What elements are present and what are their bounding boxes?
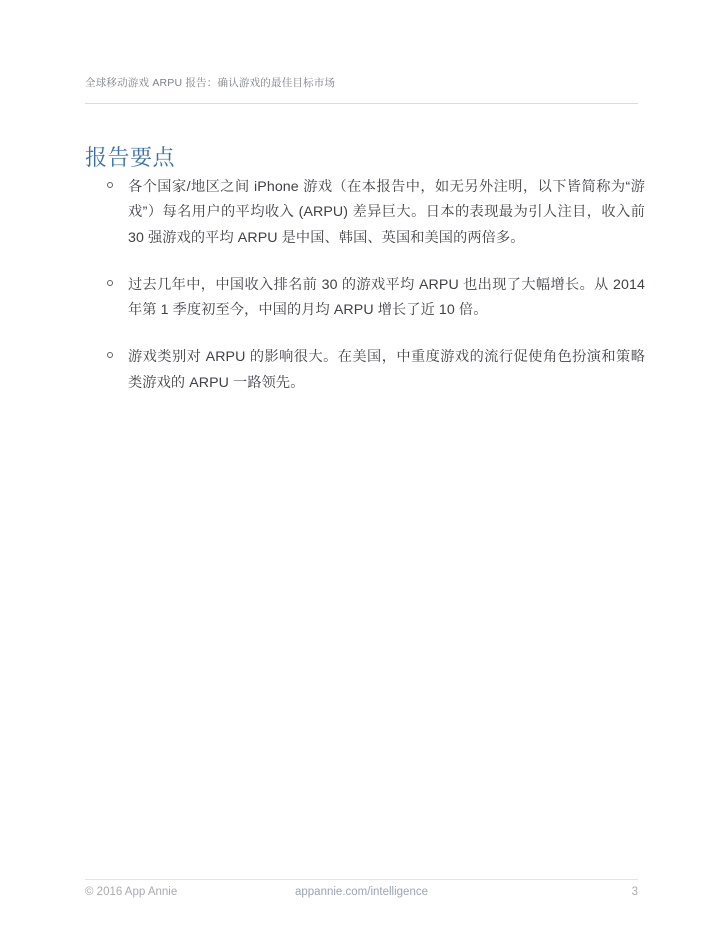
header-divider bbox=[85, 103, 638, 104]
page-number: 3 bbox=[631, 886, 638, 898]
bullet-point-icon bbox=[107, 280, 113, 286]
list-item-text: 过去几年中，中国收入排名前 30 的游戏平均 ARPU 也出现了大幅增长。从 2014 年第 1 季度初至今，中国的月均 ARPU 增长了近 10 倍。 bbox=[128, 276, 645, 319]
key-points-list bbox=[85, 175, 645, 418]
running-title: 全球移动游戏 ARPU 报告：确认游戏的最佳目标市场 bbox=[85, 77, 336, 89]
list-item bbox=[85, 175, 645, 251]
bullet-point-icon bbox=[107, 352, 113, 358]
page-header bbox=[85, 76, 638, 91]
bullet-point-icon bbox=[107, 182, 113, 188]
list-item-text: 各个国家/地区之间 iPhone 游戏（在本报告中，如无另外注明，以下皆简称为“游戏”）每名用户的平均收入 (ARPU) 差异巨大。日本的表现最为引人注目，收入前 30 强游戏的平均 ARPU 是中国、韩国、英国和美国的两倍多。 bbox=[128, 179, 645, 246]
page-footer bbox=[85, 886, 638, 906]
copyright-text: © 2016 App Annie bbox=[85, 886, 178, 898]
list-item bbox=[85, 345, 645, 396]
page-title: 报告要点 bbox=[85, 144, 176, 170]
footer-divider bbox=[85, 879, 638, 880]
footer-link[interactable]: appannie.com/intelligence bbox=[295, 886, 428, 898]
list-item-text: 游戏类别对 ARPU 的影响很大。在美国，中重度游戏的流行促使角色扮演和策略类游戏的 ARPU 一路领先。 bbox=[128, 349, 645, 391]
list-item bbox=[85, 273, 645, 324]
